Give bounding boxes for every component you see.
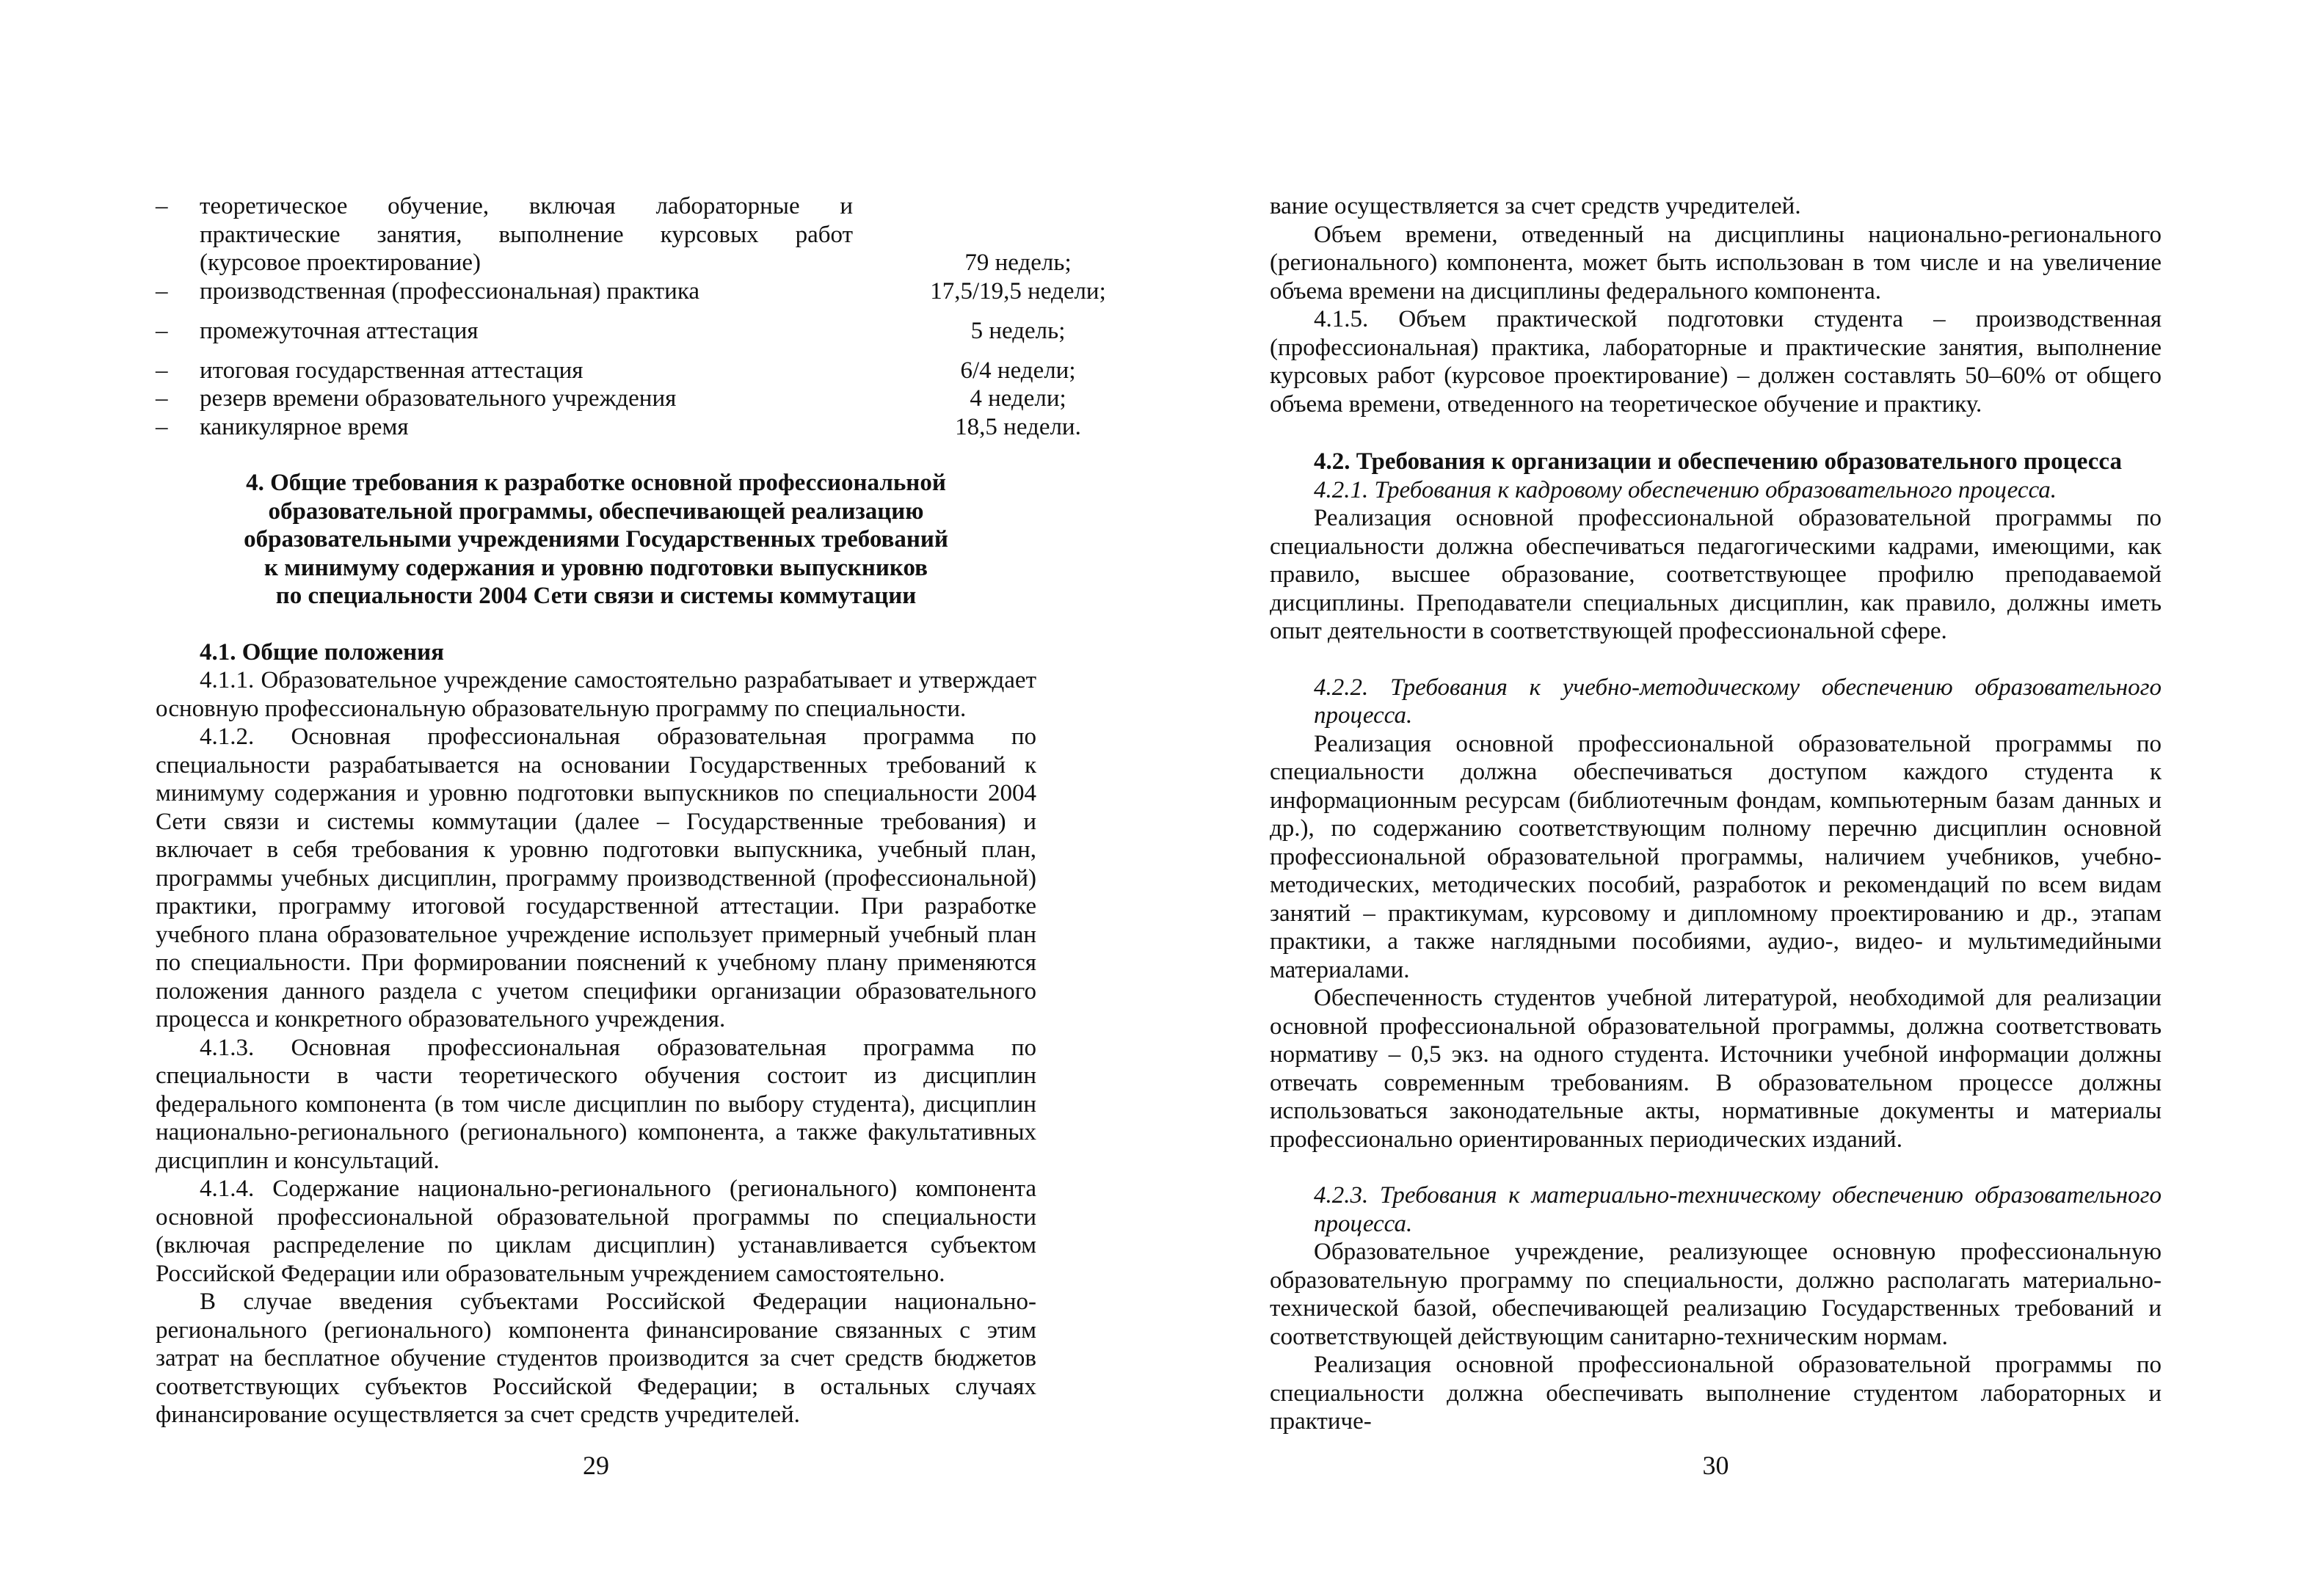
list-item: [156, 277, 1106, 317]
paragraph: Обеспеченность студентов учебной литературой, необходимой для реализации основной профессиональной образовательной программы, должна соответствовать нормативу – 0,5 экз. на одного студента. Источники учебной информации должны отвечать современным требованиям. В образовательном процессе должны использоваться законодательные акты, нормативные документы и материалы профессионально ориентированных периодических изданий.: [1270, 985, 2162, 1153]
paragraph: 4.1.3. Основная профессиональная образовательная программа по специальности в части теоретического обучения состоит из дисциплин федерального компонента (в том числе дисциплин по выбору студента), дисциплин национально-регионального (регионального) компонента, а также факультативных дисциплин и консультаций.: [156, 1034, 1036, 1174]
hours-list: [156, 192, 1106, 441]
list-dash: –: [156, 277, 168, 305]
paragraph: Реализация основной профессиональной образовательной программы по специальности должна обеспечиваться доступом каждого студента к информационным ресурсам (библиотечным фондам, компьютерным базам данных и др.), по содержанию соответствующим полному перечню дисциплин основной профессиональной образовательной программы, наличием учебников, учебно-методических, методических пособий, разработок и рекомендаций по всем видам занятий – практикумам, курсовому и дипломному проектированию и др., этапам практики, а также наглядными пособиями, аудио-, видео- и мультимедийными материалами.: [1270, 730, 2162, 983]
paragraph: 4.1.1. Образовательное учреждение самостоятельно разрабатывает и утверждает основную профессиональную образовательную программу по специальности.: [156, 667, 1036, 722]
heading-line: по специальности 2004 Сети связи и системы коммутации: [275, 583, 917, 609]
subsection-title: 4.2.3. Требования к материально-техническому обеспечению образовательного процесса.: [1314, 1182, 2162, 1237]
heading-line: образовательной программы, обеспечивающей реализацию: [268, 498, 924, 525]
paragraph: 4.1.5. Объем практической подготовки студента – производственная (профессиональная) практика, лабораторные и практические занятия, выполнение курсовых работ (курсовое проектирование) – должен составлять 50–60% от общего объема времени, отведенного на теоретическое обучение и практику.: [1270, 306, 2162, 418]
list-duration: 5 недель;: [970, 317, 1066, 344]
list-item-text: резерв времени образовательного учреждения: [200, 385, 677, 412]
list-item: [156, 317, 1066, 357]
section-title: 4.2. Требования к организации и обеспечению образовательного процесса: [1314, 448, 2122, 475]
paragraph: 4.1.4. Содержание национально-регионального (регионального) компонента основной профессиональной образовательной программы по специальности (включая распределение по циклам дисциплин) устанавливается субъектом Российской Федерации или образовательным учреждением самостоятельно.: [156, 1176, 1036, 1287]
list-duration: 18,5 недели.: [955, 413, 1081, 440]
list-item-text: [200, 192, 853, 277]
list-duration: 6/4 недели;: [960, 357, 1076, 384]
heading-line: к минимуму содержания и уровню подготовки выпускников: [264, 554, 928, 581]
list-item: [156, 413, 1081, 442]
list-item-text: итоговая государственная аттестация: [200, 357, 584, 384]
paragraph: Образовательное учреждение, реализующее основную профессиональную образовательную программу по специальности, должно располагать материально-технической базой, обеспечивающей реализацию Государственных требований и соответствующей действующим санитарно-техническим нормам.: [1270, 1239, 2162, 1350]
list-dash: –: [156, 413, 168, 440]
paragraph-continuation: вание осуществляется за счет средств учредителей.: [1270, 193, 1801, 219]
chapter-heading: [156, 469, 1036, 611]
list-item-line: теоретическое обучение, включая лабораторные и: [200, 193, 853, 219]
list-item-text: промежуточная аттестация: [200, 317, 479, 344]
list-item-line: (курсовое проектирование): [200, 249, 481, 276]
list-item: [156, 192, 1072, 277]
paragraph: Реализация основной профессиональной образовательной программы по специальности должна обеспечивать выполнение студентом лабораторных и практиче-: [1270, 1352, 2162, 1435]
left-page: [156, 0, 1106, 1596]
subsection-title: 4.2.2. Требования к учебно-методическому обеспечению образовательного процесса.: [1314, 674, 2162, 729]
page-number: 30: [1702, 1451, 1729, 1480]
list-dash: –: [156, 385, 168, 412]
list-item-line: практические занятия, выполнение курсовых работ: [200, 221, 853, 248]
list-item: [156, 357, 1076, 385]
list-duration: 79 недель;: [964, 249, 1072, 276]
list-item-text: каникулярное время: [200, 413, 409, 440]
list-duration: 4 недели;: [970, 385, 1066, 412]
list-item-text: производственная (профессиональная) практика: [200, 277, 700, 305]
list-dash: –: [156, 193, 168, 219]
page-number: 29: [583, 1451, 609, 1480]
paragraph: 4.1.2. Основная профессиональная образовательная программа по специальности разрабатывается на основании Государственных требований к минимуму содержания и уровню подготовки выпускников по специальности 2004 Сети связи и системы коммутации (далее – Государственные требования) и включает в себя требования к уровню подготовки выпускника, учебный план, программы учебных дисциплин, программу производственной (профессиональной) практики, программу итоговой государственной аттестации. При разработке учебного плана образовательное учреждение использует примерный учебный план по специальности. При формировании пояснений к учебному плану применяются положения данного раздела с учетом специфики организации образовательного процесса и конкретного образовательного учреждения.: [156, 724, 1036, 1032]
list-item: [156, 385, 1066, 413]
list-dash: –: [156, 357, 168, 384]
paragraph: Реализация основной профессиональной образовательной программы по специальности должна обеспечиваться педагогическими кадрами, имеющими, как правило, высшее образование, соответствующее профилю преподаваемой дисциплины. Преподаватели специальных дисциплин, как правило, должны иметь опыт деятельности в соответствующей профессиональной сфере.: [1270, 505, 2162, 644]
section-title: 4.1. Общие положения: [200, 638, 444, 666]
list-dash: –: [156, 317, 168, 344]
paragraph: Объем времени, отведенный на дисциплины национально-регионального (регионального) компонента, может быть использован в том числе и на увеличение объема времени на дисциплины федерального компонента.: [1270, 221, 2162, 305]
heading-line: 4. Общие требования к разработке основной профессиональной: [246, 470, 946, 496]
right-page: [1270, 0, 2162, 1596]
subsection-title: 4.2.1. Требования к кадровому обеспечению образовательного процесса.: [1314, 476, 2057, 503]
list-duration: 17,5/19,5 недели;: [930, 277, 1106, 305]
paragraph: В случае введения субъектами Российской Федерации национально-регионального (регионального) компонента финансирование связанных с этим затрат на бесплатное обучение студентов производится за счет средств бюджетов соответствующих субъектов Российской Федерации; в остальных случаях финансирование осуществляется за счет средств учредителей.: [156, 1289, 1036, 1428]
heading-line: образовательными учреждениями Государственных требований: [244, 526, 948, 553]
